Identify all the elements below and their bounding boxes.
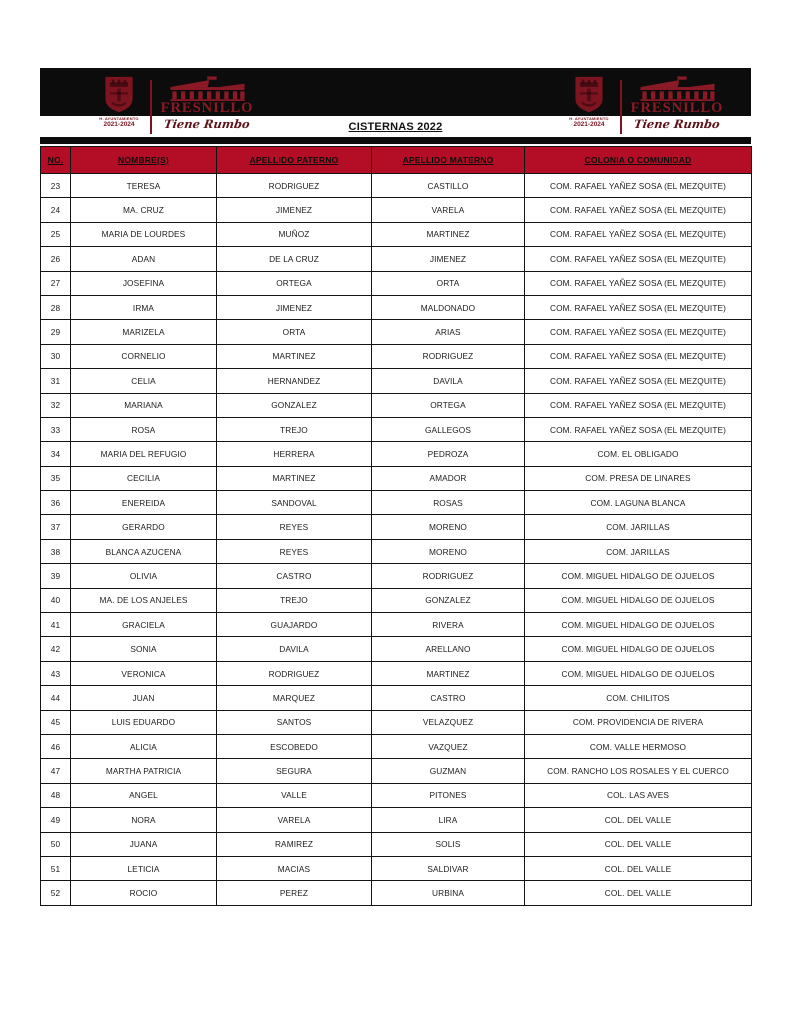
column-header-no: NO. <box>41 147 71 174</box>
cell-nombre: MARIA DEL REFUGIO <box>71 442 217 466</box>
table-row <box>41 198 752 222</box>
cell-colonia: COM. MIGUEL HIDALGO DE OJUELOS <box>525 613 752 637</box>
cell-nombre: MA. CRUZ <box>71 198 217 222</box>
cell-apellido-materno: CASTILLO <box>372 174 525 198</box>
logo-divider <box>150 80 152 134</box>
fresnillo-logo-left <box>88 76 255 134</box>
cell-colonia: COM. MIGUEL HIDALGO DE OJUELOS <box>525 661 752 685</box>
cell-nombre: ALICIA <box>71 734 217 758</box>
cell-no: 27 <box>41 271 71 295</box>
cell-apellido-materno: VELAZQUEZ <box>372 710 525 734</box>
table-row <box>41 491 752 515</box>
municipality-slogan: Tiene Rumbo <box>633 117 721 131</box>
table-row <box>41 344 752 368</box>
ayuntamiento-label: H. AYUNTAMIENTO <box>99 116 139 121</box>
cell-nombre: MA. DE LOS ANJELES <box>71 588 217 612</box>
cell-apellido-paterno: PEREZ <box>217 881 372 905</box>
cell-no: 50 <box>41 832 71 856</box>
cell-colonia: COM. JARILLAS <box>525 539 752 563</box>
table-row <box>41 466 752 490</box>
cell-nombre: OLIVIA <box>71 564 217 588</box>
cell-nombre: IRMA <box>71 295 217 319</box>
cell-apellido-paterno: VARELA <box>217 808 372 832</box>
cell-no: 52 <box>41 881 71 905</box>
cell-colonia: COM. RAFAEL YAÑEZ SOSA (EL MEZQUITE) <box>525 198 752 222</box>
cell-no: 47 <box>41 759 71 783</box>
cell-no: 37 <box>41 515 71 539</box>
cell-no: 26 <box>41 247 71 271</box>
table-row <box>41 539 752 563</box>
cell-apellido-materno: PITONES <box>372 783 525 807</box>
cell-no: 41 <box>41 613 71 637</box>
fresnillo-logo-right <box>558 76 725 134</box>
cell-apellido-materno: DAVILA <box>372 369 525 393</box>
cell-apellido-paterno: SEGURA <box>217 759 372 783</box>
cell-apellido-materno: PEDROZA <box>372 442 525 466</box>
table-row <box>41 856 752 880</box>
table-row <box>41 637 752 661</box>
cell-apellido-materno: ORTA <box>372 271 525 295</box>
cell-apellido-paterno: CASTRO <box>217 564 372 588</box>
cell-apellido-paterno: MACIAS <box>217 856 372 880</box>
cell-nombre: MARIANA <box>71 393 217 417</box>
table-row <box>41 442 752 466</box>
cell-nombre: MARIZELA <box>71 320 217 344</box>
cell-apellido-paterno: JIMENEZ <box>217 198 372 222</box>
cell-colonia: COL. LAS AVES <box>525 783 752 807</box>
table-row <box>41 832 752 856</box>
cell-nombre: GERARDO <box>71 515 217 539</box>
cell-colonia: COM. PROVIDENCIA DE RIVERA <box>525 710 752 734</box>
monument-building-icon <box>163 76 251 101</box>
cell-colonia: COM. PRESA DE LINARES <box>525 466 752 490</box>
cell-no: 32 <box>41 393 71 417</box>
page-title: CISTERNAS 2022 <box>348 120 443 133</box>
cell-apellido-materno: ARIAS <box>372 320 525 344</box>
table-header-row <box>41 147 752 174</box>
crest-column <box>558 76 620 128</box>
cell-apellido-materno: MORENO <box>372 515 525 539</box>
table-header <box>41 147 752 174</box>
cell-apellido-materno: MARTINEZ <box>372 222 525 246</box>
cell-nombre: JUANA <box>71 832 217 856</box>
municipality-name: FRESNILLO <box>630 100 724 116</box>
cell-apellido-materno: VAZQUEZ <box>372 734 525 758</box>
cell-no: 45 <box>41 710 71 734</box>
table-body <box>41 174 752 906</box>
cell-nombre: CECILIA <box>71 466 217 490</box>
cell-nombre: VERONICA <box>71 661 217 685</box>
cell-colonia: COL. DEL VALLE <box>525 881 752 905</box>
cell-apellido-materno: MORENO <box>372 539 525 563</box>
cell-colonia: COM. RAFAEL YAÑEZ SOSA (EL MEZQUITE) <box>525 295 752 319</box>
cell-apellido-materno: MARTINEZ <box>372 661 525 685</box>
cell-colonia: COM. RAFAEL YAÑEZ SOSA (EL MEZQUITE) <box>525 247 752 271</box>
table-row <box>41 247 752 271</box>
cell-colonia: COM. RAFAEL YAÑEZ SOSA (EL MEZQUITE) <box>525 344 752 368</box>
cell-colonia: COL. DEL VALLE <box>525 808 752 832</box>
cell-no: 49 <box>41 808 71 832</box>
table-row <box>41 564 752 588</box>
cell-no: 35 <box>41 466 71 490</box>
cell-colonia: COM. MIGUEL HIDALGO DE OJUELOS <box>525 564 752 588</box>
cell-colonia: COM. MIGUEL HIDALGO DE OJUELOS <box>525 637 752 661</box>
cell-nombre: CELIA <box>71 369 217 393</box>
period-label: 2021-2024 <box>573 121 605 128</box>
cell-colonia: COM. VALLE HERMOSO <box>525 734 752 758</box>
column-header-nombre: NOMBRE(S) <box>71 147 217 174</box>
cell-colonia: COM. RAFAEL YAÑEZ SOSA (EL MEZQUITE) <box>525 222 752 246</box>
table-row <box>41 710 752 734</box>
table-row <box>41 271 752 295</box>
cell-apellido-materno: VARELA <box>372 198 525 222</box>
monument-building-icon <box>633 76 721 101</box>
cell-apellido-paterno: GONZALEZ <box>217 393 372 417</box>
municipality-column <box>629 76 725 131</box>
cell-no: 33 <box>41 417 71 441</box>
table-row <box>41 759 752 783</box>
cell-apellido-paterno: HERRERA <box>217 442 372 466</box>
municipality-column <box>159 76 255 131</box>
table-row <box>41 734 752 758</box>
cell-apellido-paterno: DAVILA <box>217 637 372 661</box>
table-row <box>41 613 752 637</box>
cell-apellido-paterno: ESCOBEDO <box>217 734 372 758</box>
table-row <box>41 295 752 319</box>
cell-apellido-materno: URBINA <box>372 881 525 905</box>
cell-apellido-paterno: SANTOS <box>217 710 372 734</box>
table-row <box>41 174 752 198</box>
municipality-name: FRESNILLO <box>160 100 254 116</box>
ayuntamiento-label: H. AYUNTAMIENTO <box>569 116 609 121</box>
cell-apellido-materno: GONZALEZ <box>372 588 525 612</box>
cell-no: 42 <box>41 637 71 661</box>
cell-nombre: CORNELIO <box>71 344 217 368</box>
table-row <box>41 417 752 441</box>
cell-no: 31 <box>41 369 71 393</box>
table-row <box>41 686 752 710</box>
logo-divider <box>620 80 622 134</box>
cell-apellido-materno: ORTEGA <box>372 393 525 417</box>
cell-no: 24 <box>41 198 71 222</box>
cell-colonia: COM. CHILITOS <box>525 686 752 710</box>
cell-nombre: ADAN <box>71 247 217 271</box>
cell-nombre: LUIS EDUARDO <box>71 710 217 734</box>
cell-nombre: ROSA <box>71 417 217 441</box>
cisternas-table <box>40 146 752 906</box>
cell-apellido-paterno: SANDOVAL <box>217 491 372 515</box>
table-row <box>41 808 752 832</box>
cell-no: 38 <box>41 539 71 563</box>
column-header-apellido-materno: APELLIDO MATERNO <box>372 147 525 174</box>
cell-colonia: COM. RAFAEL YAÑEZ SOSA (EL MEZQUITE) <box>525 369 752 393</box>
cell-nombre: GRACIELA <box>71 613 217 637</box>
cell-no: 39 <box>41 564 71 588</box>
cell-colonia: COM. EL OBLIGADO <box>525 442 752 466</box>
cell-apellido-paterno: MUÑOZ <box>217 222 372 246</box>
cell-apellido-paterno: GUAJARDO <box>217 613 372 637</box>
cell-colonia: COL. DEL VALLE <box>525 856 752 880</box>
cell-apellido-materno: SALDIVAR <box>372 856 525 880</box>
cell-apellido-materno: GUZMAN <box>372 759 525 783</box>
cell-apellido-materno: GALLEGOS <box>372 417 525 441</box>
cell-no: 29 <box>41 320 71 344</box>
cell-nombre: ROCIO <box>71 881 217 905</box>
table-row <box>41 393 752 417</box>
cell-apellido-paterno: ORTEGA <box>217 271 372 295</box>
cell-nombre: BLANCA AZUCENA <box>71 539 217 563</box>
cell-apellido-paterno: VALLE <box>217 783 372 807</box>
cell-nombre: SONIA <box>71 637 217 661</box>
cell-colonia: COM. RAFAEL YAÑEZ SOSA (EL MEZQUITE) <box>525 174 752 198</box>
cell-apellido-paterno: ORTA <box>217 320 372 344</box>
cell-nombre: JOSEFINA <box>71 271 217 295</box>
cell-nombre: ANGEL <box>71 783 217 807</box>
cell-colonia: COM. MIGUEL HIDALGO DE OJUELOS <box>525 588 752 612</box>
cell-apellido-paterno: MARQUEZ <box>217 686 372 710</box>
cell-no: 23 <box>41 174 71 198</box>
cell-colonia: COM. LAGUNA BLANCA <box>525 491 752 515</box>
cell-apellido-materno: SOLIS <box>372 832 525 856</box>
cell-colonia: COM. RAFAEL YAÑEZ SOSA (EL MEZQUITE) <box>525 393 752 417</box>
cell-no: 43 <box>41 661 71 685</box>
cell-nombre: TERESA <box>71 174 217 198</box>
cell-no: 34 <box>41 442 71 466</box>
table-row <box>41 661 752 685</box>
cell-no: 44 <box>41 686 71 710</box>
cell-apellido-paterno: MARTINEZ <box>217 466 372 490</box>
cell-nombre: JUAN <box>71 686 217 710</box>
cell-apellido-materno: ARELLANO <box>372 637 525 661</box>
cell-no: 28 <box>41 295 71 319</box>
cell-apellido-paterno: REYES <box>217 539 372 563</box>
table-row <box>41 515 752 539</box>
cell-apellido-paterno: MARTINEZ <box>217 344 372 368</box>
cell-apellido-materno: RODRIGUEZ <box>372 344 525 368</box>
municipality-slogan: Tiene Rumbo <box>163 117 251 131</box>
cell-apellido-paterno: RODRIGUEZ <box>217 174 372 198</box>
cell-apellido-paterno: TREJO <box>217 417 372 441</box>
cell-apellido-materno: CASTRO <box>372 686 525 710</box>
cell-nombre: LETICIA <box>71 856 217 880</box>
cell-apellido-paterno: JIMENEZ <box>217 295 372 319</box>
cell-nombre: MARTHA PATRICIA <box>71 759 217 783</box>
cell-no: 40 <box>41 588 71 612</box>
table-row <box>41 783 752 807</box>
cell-colonia: COM. RANCHO LOS ROSALES Y EL CUERCO <box>525 759 752 783</box>
cell-no: 25 <box>41 222 71 246</box>
cell-no: 36 <box>41 491 71 515</box>
cell-no: 48 <box>41 783 71 807</box>
cell-apellido-materno: AMADOR <box>372 466 525 490</box>
cell-nombre: MARIA DE LOURDES <box>71 222 217 246</box>
period-label: 2021-2024 <box>103 121 135 128</box>
column-header-apellido-paterno: APELLIDO PATERNO <box>217 147 372 174</box>
cell-no: 46 <box>41 734 71 758</box>
cell-apellido-materno: RODRIGUEZ <box>372 564 525 588</box>
cell-apellido-paterno: REYES <box>217 515 372 539</box>
cell-nombre: ENEREIDA <box>71 491 217 515</box>
crest-column <box>88 76 150 128</box>
table-row <box>41 369 752 393</box>
cell-apellido-paterno: DE LA CRUZ <box>217 247 372 271</box>
shield-crest-icon <box>101 76 137 114</box>
cell-apellido-materno: RIVERA <box>372 613 525 637</box>
cell-apellido-materno: ROSAS <box>372 491 525 515</box>
cell-colonia: COL. DEL VALLE <box>525 832 752 856</box>
header-band <box>40 68 751 144</box>
cell-apellido-materno: JIMENEZ <box>372 247 525 271</box>
table-row <box>41 222 752 246</box>
cell-apellido-paterno: RAMIREZ <box>217 832 372 856</box>
cell-apellido-paterno: HERNANDEZ <box>217 369 372 393</box>
cell-colonia: COM. RAFAEL YAÑEZ SOSA (EL MEZQUITE) <box>525 320 752 344</box>
cell-no: 51 <box>41 856 71 880</box>
cell-no: 30 <box>41 344 71 368</box>
table-row <box>41 881 752 905</box>
column-header-colonia: COLONIA O COMUNIDAD <box>525 147 752 174</box>
shield-crest-icon <box>571 76 607 114</box>
cell-apellido-materno: MALDONADO <box>372 295 525 319</box>
cell-colonia: COM. JARILLAS <box>525 515 752 539</box>
cell-apellido-paterno: RODRIGUEZ <box>217 661 372 685</box>
cell-apellido-materno: LIRA <box>372 808 525 832</box>
table-row <box>41 320 752 344</box>
table-row <box>41 588 752 612</box>
cell-nombre: NORA <box>71 808 217 832</box>
cell-colonia: COM. RAFAEL YAÑEZ SOSA (EL MEZQUITE) <box>525 417 752 441</box>
cell-apellido-paterno: TREJO <box>217 588 372 612</box>
cell-colonia: COM. RAFAEL YAÑEZ SOSA (EL MEZQUITE) <box>525 271 752 295</box>
